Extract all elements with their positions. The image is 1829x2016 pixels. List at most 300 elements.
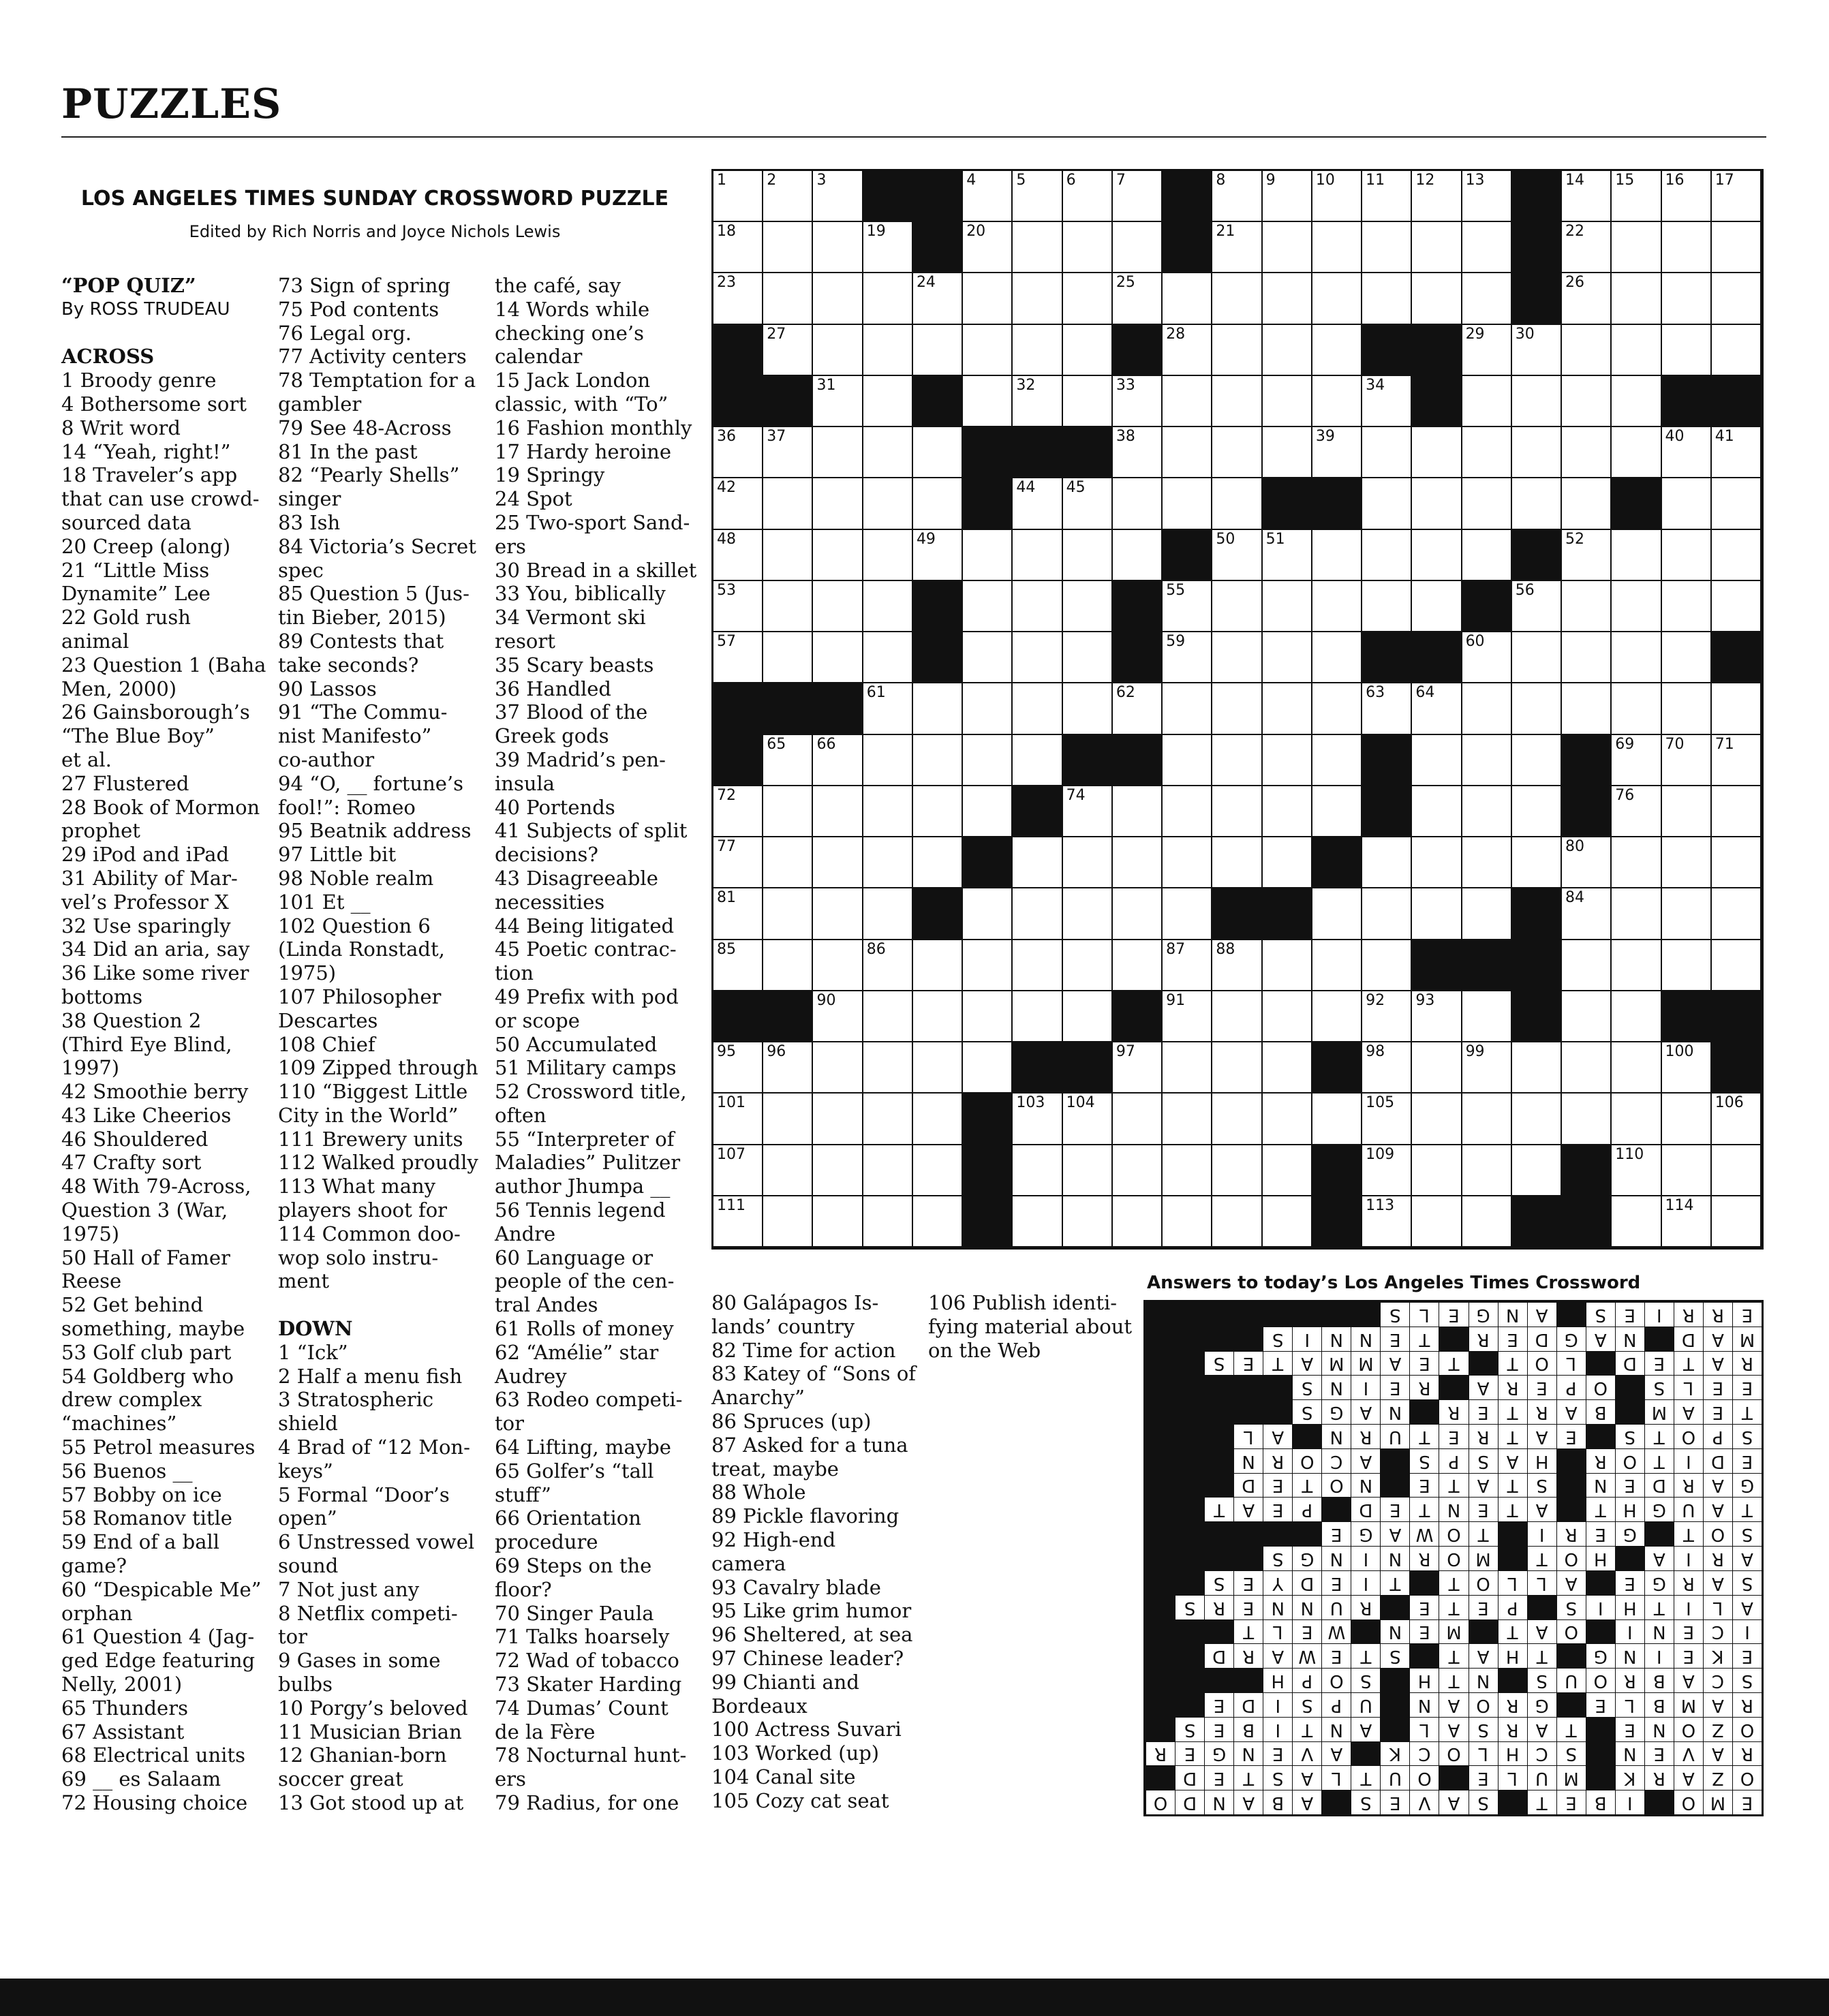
grid-cell[interactable] (813, 376, 863, 427)
grid-cell[interactable] (1212, 837, 1262, 888)
grid-cell[interactable] (1312, 632, 1362, 683)
grid-cell[interactable] (963, 325, 1013, 376)
grid-cell[interactable] (1013, 1094, 1062, 1145)
grid-cell[interactable] (1263, 683, 1312, 734)
grid-cell[interactable] (1412, 1042, 1462, 1094)
grid-cell[interactable] (1263, 940, 1312, 991)
grid-cell[interactable] (1712, 735, 1762, 786)
grid-cell[interactable] (1063, 325, 1113, 376)
grid-cell[interactable] (1462, 991, 1512, 1042)
grid-cell[interactable] (813, 632, 863, 683)
grid-cell[interactable] (1113, 171, 1163, 222)
grid-cell[interactable] (763, 632, 813, 683)
grid-cell[interactable] (1712, 1145, 1762, 1196)
grid-cell[interactable] (813, 837, 863, 888)
grid-cell[interactable] (1412, 171, 1462, 222)
grid-cell[interactable] (1212, 171, 1262, 222)
grid-cell[interactable] (1163, 478, 1212, 529)
grid-cell[interactable] (1462, 222, 1512, 273)
grid-cell[interactable] (1462, 735, 1512, 786)
grid-cell[interactable] (1212, 632, 1262, 683)
grid-cell[interactable] (1013, 325, 1062, 376)
grid-cell[interactable] (1662, 1094, 1712, 1145)
grid-cell[interactable] (713, 222, 763, 273)
grid-cell[interactable] (1712, 786, 1762, 837)
grid-cell[interactable] (963, 888, 1013, 940)
grid-cell[interactable] (1362, 991, 1412, 1042)
grid-cell[interactable] (863, 478, 913, 529)
grid-cell[interactable] (1063, 632, 1113, 683)
grid-cell[interactable] (1312, 376, 1362, 427)
grid-cell[interactable] (1462, 427, 1512, 478)
grid-cell[interactable] (1562, 325, 1612, 376)
grid-cell[interactable] (1512, 427, 1562, 478)
grid-cell[interactable] (1163, 837, 1212, 888)
grid-cell[interactable] (1562, 171, 1612, 222)
grid-cell[interactable] (913, 1042, 963, 1094)
grid-cell[interactable] (763, 478, 813, 529)
grid-cell[interactable] (1562, 273, 1612, 324)
grid-cell[interactable] (1412, 530, 1462, 581)
grid-cell[interactable] (1312, 530, 1362, 581)
grid-cell[interactable] (1562, 530, 1612, 581)
grid-cell[interactable] (1312, 991, 1362, 1042)
crossword-grid[interactable] (711, 169, 1764, 1250)
grid-cell[interactable] (1212, 1042, 1262, 1094)
grid-cell[interactable] (1212, 530, 1262, 581)
grid-cell[interactable] (1612, 837, 1661, 888)
grid-cell[interactable] (1612, 530, 1661, 581)
grid-cell[interactable] (1712, 478, 1762, 529)
grid-cell[interactable] (1263, 171, 1312, 222)
grid-cell[interactable] (1212, 273, 1262, 324)
grid-cell[interactable] (1512, 735, 1562, 786)
grid-cell[interactable] (1562, 222, 1612, 273)
grid-cell[interactable] (1113, 222, 1163, 273)
grid-cell[interactable] (1163, 683, 1212, 734)
grid-cell[interactable] (763, 171, 813, 222)
grid-cell[interactable] (1212, 222, 1262, 273)
grid-cell[interactable] (1512, 376, 1562, 427)
grid-cell[interactable] (1512, 837, 1562, 888)
grid-cell[interactable] (913, 325, 963, 376)
grid-cell[interactable] (863, 683, 913, 734)
grid-cell[interactable] (1113, 683, 1163, 734)
grid-cell[interactable] (1212, 940, 1262, 991)
grid-cell[interactable] (713, 530, 763, 581)
grid-cell[interactable] (763, 1042, 813, 1094)
grid-cell[interactable] (1562, 427, 1612, 478)
grid-cell[interactable] (813, 1145, 863, 1196)
grid-cell[interactable] (763, 888, 813, 940)
grid-cell[interactable] (813, 325, 863, 376)
grid-cell[interactable] (1163, 1145, 1212, 1196)
grid-cell[interactable] (763, 735, 813, 786)
grid-cell[interactable] (1263, 1094, 1312, 1145)
grid-cell[interactable] (813, 273, 863, 324)
grid-cell[interactable] (1562, 940, 1612, 991)
grid-cell[interactable] (1312, 888, 1362, 940)
grid-cell[interactable] (1013, 940, 1062, 991)
grid-cell[interactable] (1063, 478, 1113, 529)
grid-cell[interactable] (1662, 171, 1712, 222)
grid-cell[interactable] (1612, 1196, 1661, 1247)
grid-cell[interactable] (1612, 376, 1661, 427)
grid-cell[interactable] (1412, 1094, 1462, 1145)
grid-cell[interactable] (1212, 735, 1262, 786)
grid-cell[interactable] (1362, 171, 1412, 222)
grid-cell[interactable] (1412, 222, 1462, 273)
grid-cell[interactable] (1662, 478, 1712, 529)
grid-cell[interactable] (1662, 735, 1712, 786)
grid-cell[interactable] (1312, 222, 1362, 273)
grid-cell[interactable] (1412, 991, 1462, 1042)
grid-cell[interactable] (813, 991, 863, 1042)
grid-cell[interactable] (1362, 376, 1412, 427)
grid-cell[interactable] (713, 171, 763, 222)
grid-cell[interactable] (1562, 376, 1612, 427)
grid-cell[interactable] (1362, 1145, 1412, 1196)
grid-cell[interactable] (1462, 1145, 1512, 1196)
grid-cell[interactable] (1612, 325, 1661, 376)
grid-cell[interactable] (1113, 837, 1163, 888)
grid-cell[interactable] (913, 273, 963, 324)
grid-cell[interactable] (1013, 478, 1062, 529)
grid-cell[interactable] (1212, 786, 1262, 837)
grid-cell[interactable] (1013, 991, 1062, 1042)
grid-cell[interactable] (1013, 376, 1062, 427)
grid-cell[interactable] (763, 273, 813, 324)
grid-cell[interactable] (1212, 325, 1262, 376)
grid-cell[interactable] (1462, 786, 1512, 837)
grid-cell[interactable] (813, 478, 863, 529)
grid-cell[interactable] (1662, 1196, 1712, 1247)
grid-cell[interactable] (1063, 991, 1113, 1042)
grid-cell[interactable] (1712, 427, 1762, 478)
grid-cell[interactable] (1612, 171, 1661, 222)
grid-cell[interactable] (1312, 940, 1362, 991)
grid-cell[interactable] (1512, 786, 1562, 837)
grid-cell[interactable] (1712, 683, 1762, 734)
grid-cell[interactable] (913, 786, 963, 837)
grid-cell[interactable] (1462, 478, 1512, 529)
grid-cell[interactable] (1063, 530, 1113, 581)
grid-cell[interactable] (813, 888, 863, 940)
grid-cell[interactable] (863, 786, 913, 837)
grid-cell[interactable] (1163, 325, 1212, 376)
grid-cell[interactable] (813, 530, 863, 581)
grid-cell[interactable] (1063, 940, 1113, 991)
grid-cell[interactable] (1013, 735, 1062, 786)
grid-cell[interactable] (1562, 581, 1612, 632)
grid-cell[interactable] (863, 888, 913, 940)
grid-cell[interactable] (1712, 530, 1762, 581)
grid-cell[interactable] (1263, 325, 1312, 376)
grid-cell[interactable] (913, 1094, 963, 1145)
grid-cell[interactable] (1212, 683, 1262, 734)
grid-cell[interactable] (1212, 1145, 1262, 1196)
grid-cell[interactable] (1362, 940, 1412, 991)
grid-cell[interactable] (1562, 1042, 1612, 1094)
grid-cell[interactable] (1163, 786, 1212, 837)
grid-cell[interactable] (763, 1196, 813, 1247)
grid-cell[interactable] (763, 1145, 813, 1196)
grid-cell[interactable] (1362, 888, 1412, 940)
grid-cell[interactable] (1063, 1145, 1113, 1196)
grid-cell[interactable] (1512, 478, 1562, 529)
grid-cell[interactable] (1712, 940, 1762, 991)
grid-cell[interactable] (1562, 837, 1612, 888)
grid-cell[interactable] (963, 735, 1013, 786)
grid-cell[interactable] (863, 991, 913, 1042)
grid-cell[interactable] (1362, 837, 1412, 888)
grid-cell[interactable] (1412, 478, 1462, 529)
grid-cell[interactable] (1212, 1196, 1262, 1247)
grid-cell[interactable] (763, 581, 813, 632)
grid-cell[interactable] (1312, 735, 1362, 786)
grid-cell[interactable] (1312, 273, 1362, 324)
grid-cell[interactable] (1312, 427, 1362, 478)
grid-cell[interactable] (1013, 888, 1062, 940)
grid-cell[interactable] (1612, 888, 1661, 940)
grid-cell[interactable] (1312, 325, 1362, 376)
grid-cell[interactable] (763, 786, 813, 837)
grid-cell[interactable] (1512, 581, 1562, 632)
grid-cell[interactable] (1063, 888, 1113, 940)
grid-cell[interactable] (1263, 837, 1312, 888)
grid-cell[interactable] (763, 222, 813, 273)
grid-cell[interactable] (1013, 683, 1062, 734)
grid-cell[interactable] (1263, 427, 1312, 478)
grid-cell[interactable] (1362, 222, 1412, 273)
grid-cell[interactable] (813, 940, 863, 991)
grid-cell[interactable] (1412, 888, 1462, 940)
grid-cell[interactable] (1263, 735, 1312, 786)
grid-cell[interactable] (1063, 222, 1113, 273)
grid-cell[interactable] (1063, 1196, 1113, 1247)
grid-cell[interactable] (863, 632, 913, 683)
grid-cell[interactable] (1013, 171, 1062, 222)
grid-cell[interactable] (1312, 786, 1362, 837)
grid-cell[interactable] (1163, 632, 1212, 683)
grid-cell[interactable] (1712, 581, 1762, 632)
grid-cell[interactable] (1212, 478, 1262, 529)
grid-cell[interactable] (1362, 1094, 1412, 1145)
grid-cell[interactable] (1562, 478, 1612, 529)
grid-cell[interactable] (713, 1094, 763, 1145)
grid-cell[interactable] (1612, 735, 1661, 786)
grid-cell[interactable] (1113, 1094, 1163, 1145)
grid-cell[interactable] (1013, 837, 1062, 888)
grid-cell[interactable] (1113, 478, 1163, 529)
grid-cell[interactable] (863, 222, 913, 273)
grid-cell[interactable] (1013, 1196, 1062, 1247)
grid-cell[interactable] (1712, 171, 1762, 222)
grid-cell[interactable] (1163, 1042, 1212, 1094)
grid-cell[interactable] (1063, 273, 1113, 324)
grid-cell[interactable] (863, 325, 913, 376)
grid-cell[interactable] (1612, 1042, 1661, 1094)
grid-cell[interactable] (713, 427, 763, 478)
grid-cell[interactable] (1462, 530, 1512, 581)
grid-cell[interactable] (813, 735, 863, 786)
grid-cell[interactable] (713, 478, 763, 529)
grid-cell[interactable] (1362, 683, 1412, 734)
grid-cell[interactable] (1662, 837, 1712, 888)
grid-cell[interactable] (1612, 991, 1661, 1042)
grid-cell[interactable] (1612, 1094, 1661, 1145)
grid-cell[interactable] (1063, 837, 1113, 888)
grid-cell[interactable] (1263, 581, 1312, 632)
grid-cell[interactable] (1163, 991, 1212, 1042)
grid-cell[interactable] (1712, 1196, 1762, 1247)
grid-cell[interactable] (1462, 837, 1512, 888)
grid-cell[interactable] (1612, 940, 1661, 991)
grid-cell[interactable] (713, 1145, 763, 1196)
grid-cell[interactable] (1712, 273, 1762, 324)
grid-cell[interactable] (1263, 786, 1312, 837)
grid-cell[interactable] (1263, 1042, 1312, 1094)
grid-cell[interactable] (1263, 273, 1312, 324)
grid-cell[interactable] (1212, 581, 1262, 632)
grid-cell[interactable] (1063, 683, 1113, 734)
grid-cell[interactable] (1212, 991, 1262, 1042)
grid-cell[interactable] (1163, 940, 1212, 991)
grid-cell[interactable] (913, 1196, 963, 1247)
grid-cell[interactable] (1462, 1196, 1512, 1247)
grid-cell[interactable] (1612, 273, 1661, 324)
grid-cell[interactable] (963, 786, 1013, 837)
grid-cell[interactable] (1063, 786, 1113, 837)
grid-cell[interactable] (1462, 1094, 1512, 1145)
grid-cell[interactable] (1712, 222, 1762, 273)
grid-cell[interactable] (1163, 1094, 1212, 1145)
grid-cell[interactable] (1013, 273, 1062, 324)
grid-cell[interactable] (863, 427, 913, 478)
grid-cell[interactable] (1662, 683, 1712, 734)
grid-cell[interactable] (1462, 632, 1512, 683)
grid-cell[interactable] (1362, 1196, 1412, 1247)
grid-cell[interactable] (1263, 222, 1312, 273)
grid-cell[interactable] (1113, 1145, 1163, 1196)
grid-cell[interactable] (913, 530, 963, 581)
grid-cell[interactable] (1662, 325, 1712, 376)
grid-cell[interactable] (1662, 786, 1712, 837)
grid-cell[interactable] (1113, 1196, 1163, 1247)
grid-cell[interactable] (763, 530, 813, 581)
grid-cell[interactable] (1113, 1042, 1163, 1094)
grid-cell[interactable] (1712, 888, 1762, 940)
grid-cell[interactable] (1412, 1196, 1462, 1247)
grid-cell[interactable] (1163, 735, 1212, 786)
grid-cell[interactable] (1562, 888, 1612, 940)
grid-cell[interactable] (1013, 581, 1062, 632)
grid-cell[interactable] (1512, 632, 1562, 683)
grid-cell[interactable] (1612, 1145, 1661, 1196)
grid-cell[interactable] (813, 581, 863, 632)
grid-cell[interactable] (813, 1042, 863, 1094)
grid-cell[interactable] (1312, 171, 1362, 222)
grid-cell[interactable] (863, 735, 913, 786)
grid-cell[interactable] (713, 273, 763, 324)
grid-cell[interactable] (1712, 325, 1762, 376)
grid-cell[interactable] (1263, 632, 1312, 683)
grid-cell[interactable] (763, 427, 813, 478)
grid-cell[interactable] (1412, 427, 1462, 478)
grid-cell[interactable] (1512, 683, 1562, 734)
grid-cell[interactable] (813, 222, 863, 273)
grid-cell[interactable] (1612, 786, 1661, 837)
grid-cell[interactable] (963, 222, 1013, 273)
grid-cell[interactable] (1362, 273, 1412, 324)
grid-cell[interactable] (1462, 1042, 1512, 1094)
grid-cell[interactable] (963, 171, 1013, 222)
grid-cell[interactable] (1263, 991, 1312, 1042)
grid-cell[interactable] (963, 683, 1013, 734)
grid-cell[interactable] (913, 478, 963, 529)
grid-cell[interactable] (963, 530, 1013, 581)
grid-cell[interactable] (1163, 888, 1212, 940)
grid-cell[interactable] (863, 1145, 913, 1196)
grid-cell[interactable] (1712, 1094, 1762, 1145)
grid-cell[interactable] (1212, 1094, 1262, 1145)
grid-cell[interactable] (1412, 581, 1462, 632)
grid-cell[interactable] (1412, 273, 1462, 324)
grid-cell[interactable] (1462, 325, 1512, 376)
grid-cell[interactable] (1562, 632, 1612, 683)
grid-cell[interactable] (1512, 1145, 1562, 1196)
grid-cell[interactable] (1113, 427, 1163, 478)
grid-cell[interactable] (1662, 581, 1712, 632)
grid-cell[interactable] (963, 581, 1013, 632)
grid-cell[interactable] (1013, 632, 1062, 683)
grid-cell[interactable] (1013, 530, 1062, 581)
grid-cell[interactable] (1562, 1094, 1612, 1145)
grid-cell[interactable] (1462, 376, 1512, 427)
grid-cell[interactable] (713, 940, 763, 991)
grid-cell[interactable] (1612, 683, 1661, 734)
grid-cell[interactable] (1362, 478, 1412, 529)
grid-cell[interactable] (1113, 273, 1163, 324)
grid-cell[interactable] (1462, 171, 1512, 222)
grid-cell[interactable] (1462, 683, 1512, 734)
grid-cell[interactable] (1662, 530, 1712, 581)
grid-cell[interactable] (1063, 376, 1113, 427)
grid-cell[interactable] (1163, 273, 1212, 324)
grid-cell[interactable] (763, 1094, 813, 1145)
grid-cell[interactable] (863, 581, 913, 632)
grid-cell[interactable] (1412, 837, 1462, 888)
grid-cell[interactable] (1662, 888, 1712, 940)
grid-cell[interactable] (713, 786, 763, 837)
grid-cell[interactable] (1312, 683, 1362, 734)
grid-cell[interactable] (1263, 376, 1312, 427)
grid-cell[interactable] (813, 786, 863, 837)
grid-cell[interactable] (1163, 376, 1212, 427)
grid-cell[interactable] (1512, 1042, 1562, 1094)
grid-cell[interactable] (1063, 171, 1113, 222)
grid-cell[interactable] (1063, 1094, 1113, 1145)
grid-cell[interactable] (863, 1094, 913, 1145)
grid-cell[interactable] (1163, 1196, 1212, 1247)
grid-cell[interactable] (963, 1042, 1013, 1094)
grid-cell[interactable] (1163, 581, 1212, 632)
grid-cell[interactable] (1462, 273, 1512, 324)
grid-cell[interactable] (1412, 1145, 1462, 1196)
grid-cell[interactable] (1412, 683, 1462, 734)
grid-cell[interactable] (713, 837, 763, 888)
grid-cell[interactable] (1562, 991, 1612, 1042)
